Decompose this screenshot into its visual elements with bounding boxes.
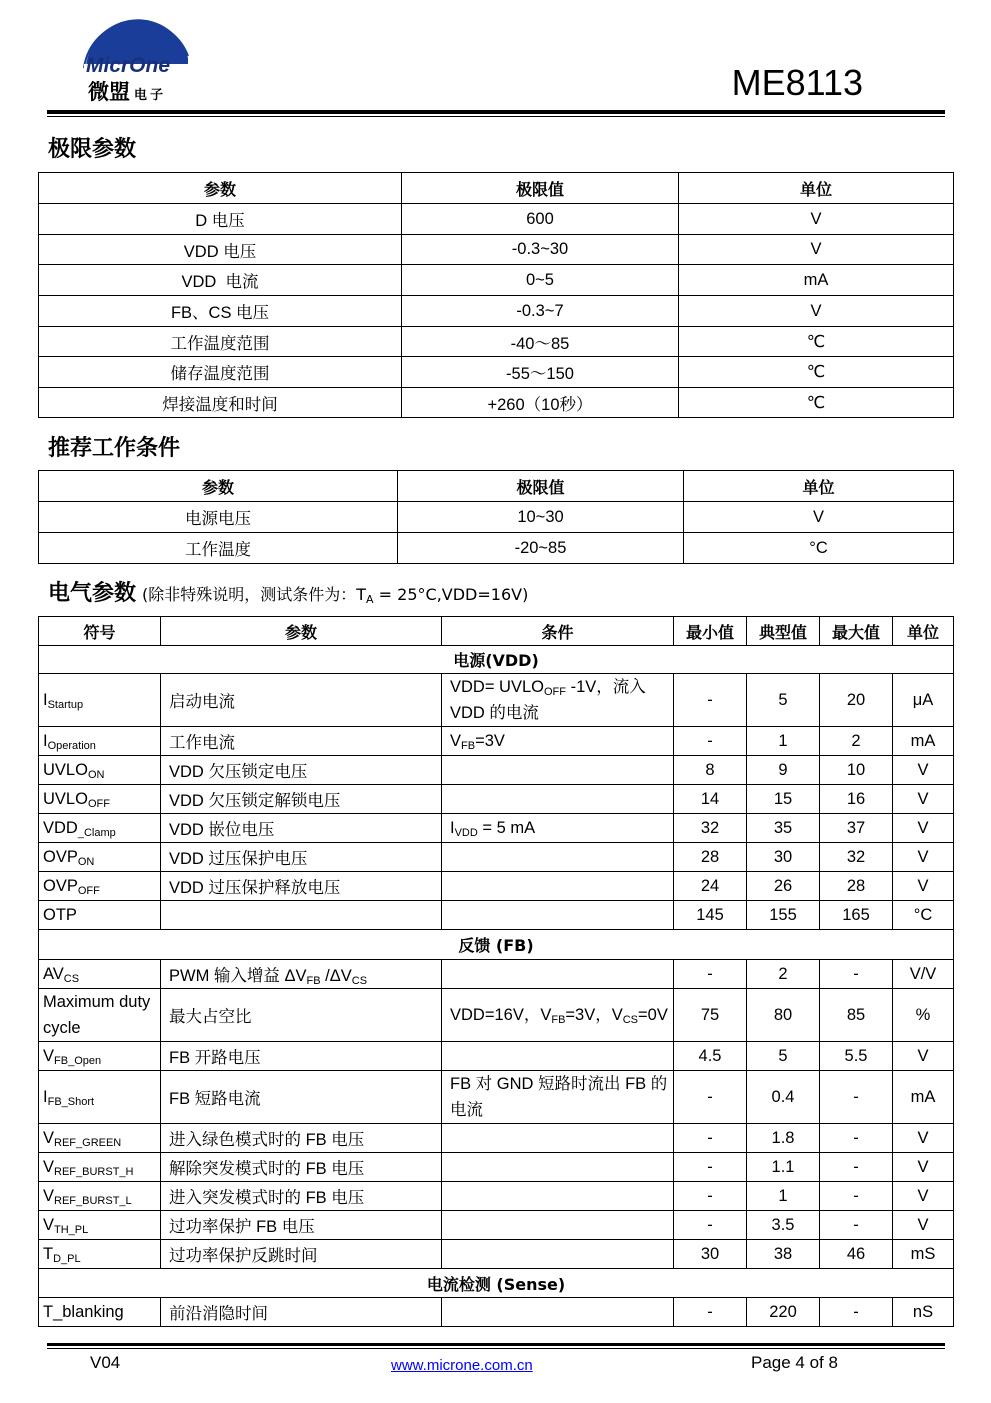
elec-title	[48, 576, 528, 607]
typ-cell: 1	[747, 727, 820, 756]
unit-cell: °C	[893, 901, 954, 930]
footer-rule	[47, 1343, 945, 1346]
footer-rule-thin	[47, 1348, 945, 1349]
table-row	[39, 1124, 954, 1153]
max-cell: 32	[820, 843, 893, 872]
min-cell: 14	[674, 785, 747, 814]
param-text-2: /ΔV	[320, 967, 352, 985]
limit-cell: 0~5	[402, 265, 679, 296]
header-rule-thin	[47, 116, 945, 117]
param-cell: 启动电流	[161, 674, 442, 727]
cond-cell	[442, 960, 674, 989]
param-cell	[161, 901, 442, 930]
typ-cell: 35	[747, 814, 820, 843]
max-cell: 165	[820, 901, 893, 930]
table-row	[39, 204, 954, 235]
logo-text-cn: 微盟	[88, 80, 130, 104]
cond-sub: VDD	[454, 826, 478, 839]
param-cell: 过功率保护 FB 电压	[161, 1211, 442, 1240]
cond-cell	[442, 1211, 674, 1240]
max-cell: 10	[820, 756, 893, 785]
symbol-text: AV	[43, 964, 64, 983]
symbol-cell: T_blanking	[39, 1298, 161, 1327]
cond-cell	[442, 901, 674, 930]
unit-cell: mA	[679, 265, 954, 296]
typ-cell: 1.8	[747, 1124, 820, 1153]
table-row	[39, 814, 954, 843]
footer-page: Page 4 of 8	[751, 1353, 838, 1372]
elec-note-pre: (除非特殊说明，测试条件为：T	[142, 585, 367, 604]
unit-cell: ℃	[679, 388, 954, 418]
symbol-sub: D_PL	[53, 1252, 81, 1265]
param-cell: VDD 欠压锁定解锁电压	[161, 785, 442, 814]
typ-cell: 1	[747, 1182, 820, 1211]
cond-sub: OFF	[544, 686, 566, 698]
unit-cell: μA	[893, 674, 954, 727]
table-row	[39, 727, 954, 756]
symbol-text: I	[43, 731, 48, 750]
symbol-sub: Operation	[47, 739, 96, 752]
typ-cell: 155	[747, 901, 820, 930]
param-cell: 解除突发模式时的 FB 电压	[161, 1153, 442, 1182]
typ-cell: 5	[747, 674, 820, 727]
param-cell: FB 开路电压	[161, 1042, 442, 1071]
param-cell: VDD 电压	[39, 235, 402, 265]
param-cell: FB 短路电流	[161, 1071, 442, 1124]
header-rule	[47, 110, 945, 114]
min-cell: -	[674, 1124, 747, 1153]
table-row	[39, 1071, 954, 1124]
min-cell: 75	[674, 989, 747, 1042]
table-row	[39, 502, 954, 533]
min-cell: -	[674, 674, 747, 727]
cond-text: VDD=16V，V	[450, 1006, 552, 1024]
typ-cell: 3.5	[747, 1211, 820, 1240]
table-row	[39, 1211, 954, 1240]
max-cell: -	[820, 1124, 893, 1153]
param-cell: 工作电流	[161, 727, 442, 756]
symbol-cell	[39, 1211, 161, 1240]
max-cell: -	[820, 960, 893, 989]
symbol-cell	[39, 872, 161, 901]
symbol-cell	[39, 785, 161, 814]
min-cell: -	[674, 1153, 747, 1182]
cond-cell	[442, 1298, 674, 1327]
min-cell: 24	[674, 872, 747, 901]
typ-cell: 15	[747, 785, 820, 814]
symbol-cell	[39, 727, 161, 756]
unit-cell: mA	[893, 727, 954, 756]
cond-sub-2: CS	[622, 1014, 639, 1026]
unit-cell: V	[893, 1182, 954, 1211]
unit-cell: ℃	[679, 357, 954, 388]
unit-cell: mA	[893, 1071, 954, 1124]
symbol-sub: REF_GREEN	[54, 1136, 122, 1149]
table-row	[39, 1042, 954, 1071]
cond-text: I	[450, 818, 455, 837]
table-row	[39, 1182, 954, 1211]
min-cell: -	[674, 1211, 747, 1240]
symbol-sub: ON	[87, 768, 105, 781]
typ-cell: 220	[747, 1298, 820, 1327]
limit-cell: -55～150	[402, 357, 679, 388]
cond-sub: FB	[461, 739, 476, 752]
unit-cell: V	[893, 1153, 954, 1182]
elec-note	[142, 585, 528, 604]
logo-text-en: MicrOne	[86, 54, 171, 77]
max-cell: -	[820, 1153, 893, 1182]
group-header-fb: 反馈 (FB)	[39, 930, 954, 960]
col-header-limit: 极限值	[402, 173, 679, 204]
param-cell: 工作温度范围	[39, 327, 402, 357]
rec-op-table	[38, 470, 954, 564]
cond-text-3: =0V	[638, 1006, 668, 1024]
table-row	[39, 785, 954, 814]
max-cell: -	[820, 1211, 893, 1240]
symbol-cell	[39, 1182, 161, 1211]
cond-text-2: -1V，流入 VDD 的电流	[450, 678, 646, 722]
param-cell: 最大占空比	[161, 989, 442, 1042]
max-cell: -	[820, 1071, 893, 1124]
min-cell: 32	[674, 814, 747, 843]
symbol-sub: TH_PL	[54, 1223, 89, 1236]
symbol-text: I	[43, 1087, 48, 1106]
logo-text-cn-small: 电子	[134, 88, 167, 103]
param-cell: 前沿消隐时间	[161, 1298, 442, 1327]
symbol-cell	[39, 674, 161, 727]
table-row	[39, 843, 954, 872]
col-header-param: 参数	[39, 173, 402, 204]
param-cell: VDD 嵌位电压	[161, 814, 442, 843]
table-row	[39, 960, 954, 989]
unit-cell: nS	[893, 1298, 954, 1327]
param-cell: FB、CS 电压	[39, 296, 402, 327]
unit-cell: V	[893, 1211, 954, 1240]
symbol-cell	[39, 1153, 161, 1182]
typ-cell: 1.1	[747, 1153, 820, 1182]
max-cell: 20	[820, 674, 893, 727]
cond-cell	[442, 727, 674, 756]
symbol-cell	[39, 1240, 161, 1269]
limit-cell: +260（10秒）	[402, 388, 679, 418]
table-row	[39, 1240, 954, 1269]
limit-cell: -0.3~7	[402, 296, 679, 327]
unit-cell: V	[893, 872, 954, 901]
cond-cell	[442, 989, 674, 1042]
elec-table	[38, 616, 954, 1327]
cond-text-2: =3V，V	[565, 1006, 623, 1024]
group-header-power: 电源(VDD)	[39, 646, 954, 674]
col-header-typ: 典型值	[747, 617, 820, 646]
table-row	[39, 533, 954, 564]
unit-cell: V	[893, 843, 954, 872]
symbol-sub: REF_BURST_L	[54, 1194, 132, 1207]
typ-cell: 38	[747, 1240, 820, 1269]
cond-cell	[442, 1153, 674, 1182]
cond-cell: FB 对 GND 短路时流出 FB 的电流	[442, 1071, 674, 1124]
table-row	[39, 296, 954, 327]
param-sub-2: CS	[351, 975, 368, 987]
table-row	[39, 756, 954, 785]
col-header-unit: 单位	[893, 617, 954, 646]
min-cell: 28	[674, 843, 747, 872]
symbol-text: V	[43, 1157, 55, 1176]
min-cell: -	[674, 1182, 747, 1211]
param-cell: VDD 过压保护电压	[161, 843, 442, 872]
elec-note-sub: A	[366, 593, 374, 606]
table-row	[39, 901, 954, 930]
param-cell: 电源电压	[39, 502, 398, 533]
max-cell: 16	[820, 785, 893, 814]
table-row	[39, 674, 954, 727]
symbol-cell: OTP	[39, 901, 161, 930]
symbol-cell	[39, 960, 161, 989]
chip-name: ME8113	[731, 62, 863, 103]
col-header-min: 最小值	[674, 617, 747, 646]
typ-cell: 26	[747, 872, 820, 901]
typ-cell: 80	[747, 989, 820, 1042]
symbol-cell	[39, 1071, 161, 1124]
symbol-text: OVP	[43, 876, 78, 895]
table-row	[39, 989, 954, 1042]
elec-note-post: = 25°C,VDD=16V)	[373, 585, 529, 604]
param-cell: 过功率保护反跳时间	[161, 1240, 442, 1269]
limit-cell: -20~85	[398, 533, 684, 564]
min-cell: -	[674, 1071, 747, 1124]
cond-cell	[442, 674, 674, 727]
cond-text: VDD= UVLO	[450, 678, 544, 696]
unit-cell: V	[893, 785, 954, 814]
param-cell: VDD 电流	[39, 265, 402, 296]
footer-version: V04	[90, 1353, 121, 1372]
col-header-unit: 单位	[684, 471, 954, 502]
cond-sub: FB	[551, 1014, 566, 1026]
typ-cell: 5	[747, 1042, 820, 1071]
unit-cell: %	[893, 989, 954, 1042]
table-row	[39, 235, 954, 265]
unit-cell: V	[679, 204, 954, 235]
symbol-text: OVP	[43, 847, 78, 866]
symbol-sub: FB_Open	[54, 1054, 102, 1067]
param-text: PWM 输入增益 ΔV	[169, 967, 307, 985]
param-cell	[161, 960, 442, 989]
rec-op-title: 推荐工作条件	[48, 436, 181, 461]
symbol-sub: _Clamp	[77, 826, 116, 839]
symbol-sub: CS	[63, 972, 80, 985]
table-row	[39, 872, 954, 901]
cond-text-2: =3V	[475, 731, 505, 750]
cond-cell	[442, 785, 674, 814]
max-cell: 2	[820, 727, 893, 756]
table-row	[39, 1153, 954, 1182]
symbol-sub: OFF	[77, 884, 100, 897]
unit-cell: ℃	[679, 327, 954, 357]
abs-max-table	[38, 172, 954, 418]
param-cell: 焊接温度和时间	[39, 388, 402, 418]
table-row	[39, 388, 954, 418]
max-cell: 28	[820, 872, 893, 901]
unit-cell: °C	[684, 533, 954, 564]
symbol-sub: Startup	[47, 698, 84, 711]
col-header-limit: 极限值	[398, 471, 684, 502]
param-cell: VDD 过压保护释放电压	[161, 872, 442, 901]
company-logo	[80, 8, 192, 102]
min-cell: 4.5	[674, 1042, 747, 1071]
cond-text-2: = 5 mA	[477, 818, 536, 837]
col-header-unit: 单位	[679, 173, 954, 204]
symbol-sub: OFF	[87, 797, 110, 810]
symbol-cell	[39, 814, 161, 843]
cond-cell	[442, 1240, 674, 1269]
cond-cell	[442, 756, 674, 785]
limit-cell: 10~30	[398, 502, 684, 533]
unit-cell: V	[893, 756, 954, 785]
cond-cell	[442, 1124, 674, 1153]
limit-cell: 600	[402, 204, 679, 235]
max-cell: 46	[820, 1240, 893, 1269]
group-header-sense: 电流检测 (Sense)	[39, 1269, 954, 1298]
footer-link-wrap	[391, 1355, 533, 1375]
symbol-text: T	[43, 1244, 54, 1263]
symbol-cell: Maximum duty cycle	[39, 989, 161, 1042]
symbol-cell	[39, 1124, 161, 1153]
min-cell: 145	[674, 901, 747, 930]
min-cell: -	[674, 960, 747, 989]
table-row	[39, 1298, 954, 1327]
param-cell: VDD 欠压锁定电压	[161, 756, 442, 785]
symbol-text: I	[43, 690, 48, 709]
symbol-text: V	[43, 1186, 55, 1205]
symbol-text: V	[43, 1128, 55, 1147]
param-cell: D 电压	[39, 204, 402, 235]
param-cell: 储存温度范围	[39, 357, 402, 388]
col-header-param: 参数	[39, 471, 398, 502]
unit-cell: V	[893, 1124, 954, 1153]
max-cell: -	[820, 1182, 893, 1211]
cond-text: V	[450, 731, 462, 750]
unit-cell: V	[893, 814, 954, 843]
symbol-text: V	[43, 1215, 55, 1234]
col-header-symbol: 符号	[39, 617, 161, 646]
unit-cell: V/V	[893, 960, 954, 989]
cond-cell	[442, 843, 674, 872]
col-header-cond: 条件	[442, 617, 674, 646]
max-cell: 5.5	[820, 1042, 893, 1071]
symbol-sub: ON	[77, 855, 95, 868]
typ-cell: 9	[747, 756, 820, 785]
unit-cell: V	[679, 296, 954, 327]
param-cell: 工作温度	[39, 533, 398, 564]
table-row	[39, 327, 954, 357]
min-cell: -	[674, 727, 747, 756]
symbol-text: UVLO	[43, 760, 88, 779]
max-cell: 85	[820, 989, 893, 1042]
unit-cell: mS	[893, 1240, 954, 1269]
elec-title-text: 电气参数	[48, 581, 137, 606]
param-cell: 进入绿色模式时的 FB 电压	[161, 1124, 442, 1153]
cond-cell	[442, 1182, 674, 1211]
table-row	[39, 265, 954, 296]
limit-cell: -0.3~30	[402, 235, 679, 265]
min-cell: 30	[674, 1240, 747, 1269]
symbol-text: VDD	[43, 818, 78, 837]
col-header-param: 参数	[161, 617, 442, 646]
symbol-cell	[39, 843, 161, 872]
typ-cell: 0.4	[747, 1071, 820, 1124]
table-row	[39, 357, 954, 388]
symbol-cell	[39, 756, 161, 785]
symbol-text: UVLO	[43, 789, 88, 808]
symbol-sub: REF_BURST_H	[54, 1165, 134, 1178]
cond-cell	[442, 1042, 674, 1071]
min-cell: -	[674, 1298, 747, 1327]
unit-cell: V	[684, 502, 954, 533]
symbol-cell	[39, 1042, 161, 1071]
cond-cell	[442, 872, 674, 901]
max-cell: -	[820, 1298, 893, 1327]
max-cell: 37	[820, 814, 893, 843]
param-cell: 进入突发模式时的 FB 电压	[161, 1182, 442, 1211]
unit-cell: V	[893, 1042, 954, 1071]
col-header-max: 最大值	[820, 617, 893, 646]
footer-url-link[interactable]: www.microne.com.cn	[391, 1357, 533, 1374]
unit-cell: V	[679, 235, 954, 265]
symbol-text: V	[43, 1046, 55, 1065]
symbol-sub: FB_Short	[47, 1095, 95, 1108]
param-sub: FB	[306, 975, 321, 987]
typ-cell: 30	[747, 843, 820, 872]
limit-cell: -40～85	[402, 327, 679, 357]
cond-cell	[442, 814, 674, 843]
typ-cell: 2	[747, 960, 820, 989]
abs-max-title: 极限参数	[48, 137, 137, 162]
min-cell: 8	[674, 756, 747, 785]
